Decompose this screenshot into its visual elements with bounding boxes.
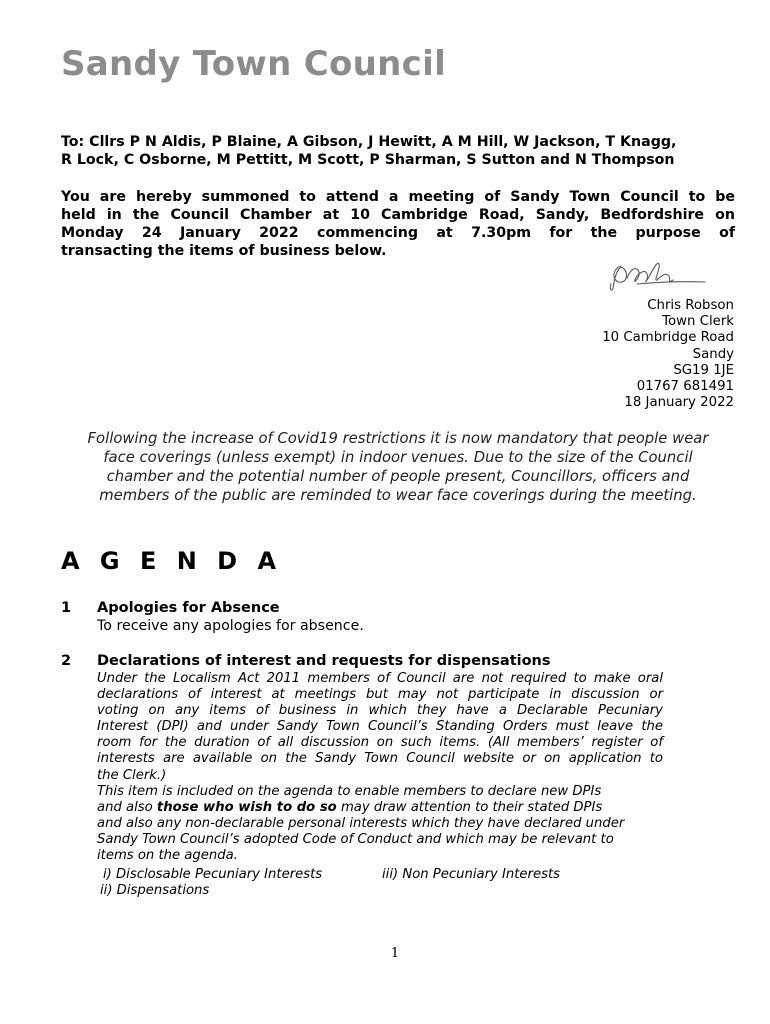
- interest-type-item: i) Disclosable Pecuniary Interests: [103, 867, 323, 882]
- sender-phone: 01767 681491: [636, 379, 734, 395]
- declarations-line: voting on any items of business in which they have a Declarable Pecuniary: [97, 703, 663, 719]
- council-title: Sandy Town Council: [61, 44, 447, 84]
- agenda-item-number: 1: [61, 600, 72, 616]
- notice-line: members of the public are reminded to wear face coverings during the meeting.: [99, 487, 697, 504]
- sender-role: Town Clerk: [662, 314, 734, 330]
- declarations-text: may draw attention to their stated DPIs: [336, 799, 603, 815]
- interest-type-item: iii) Non Pecuniary Interests: [382, 867, 560, 882]
- notice-line: face coverings (unless exempt) in indoor venues. Due to the size of the Council: [103, 449, 693, 466]
- declarations-line: the Clerk.): [97, 767, 167, 783]
- declarations-line-with-emphasis: [97, 800, 663, 816]
- summons-line: transacting the items of business below.: [61, 243, 387, 259]
- agenda-item-title: Apologies for Absence: [97, 600, 280, 616]
- meeting-summons: [61, 188, 735, 260]
- declarations-line: Interest (DPI) and under Sandy Town Council’s Standing Orders must leave the: [97, 719, 663, 735]
- recipients-line: R Lock, C Osborne, M Pettitt, M Scott, P Sharman, S Sutton and N Thompson: [61, 152, 675, 168]
- declarations-line: room for the duration of all discussion on such items. (All members’ register of: [97, 735, 663, 751]
- summons-line: Monday 24 January 2022 commencing at 7.30pm for the purpose of: [61, 225, 735, 241]
- sender-postcode: SG19 1JE: [673, 362, 734, 378]
- notice-line: chamber and the potential number of people present, Councillors, officers and: [106, 468, 690, 485]
- letter-date: 18 January 2022: [624, 395, 734, 411]
- declarations-text: and also: [97, 799, 157, 815]
- sender-name: Chris Robson: [647, 298, 734, 313]
- agenda-item-text: To receive any apologies for absence.: [97, 618, 364, 634]
- agenda-heading: A G E N D A: [61, 547, 283, 575]
- recipients-list: [61, 133, 735, 169]
- notice-line: Following the increase of Covid19 restrictions it is now mandatory that people wear: [87, 430, 709, 447]
- interest-type-item: ii) Dispensations: [100, 883, 210, 899]
- covid-notice: [61, 429, 735, 505]
- sender-address-block: [602, 298, 734, 411]
- page-number: 1: [390, 946, 400, 961]
- agenda-item-title: Declarations of interest and requests for dispensations: [97, 653, 551, 669]
- summons-line: You are hereby summoned to attend a meeting of Sandy Town Council to be: [61, 189, 735, 205]
- declarations-line: Sandy Town Council’s adopted Code of Conduct and which may be relevant to: [97, 831, 614, 847]
- agenda-item-number: 2: [61, 653, 72, 669]
- declarations-line: and also any non-declarable personal interests which they have declared under: [97, 815, 625, 831]
- declarations-line: This item is included on the agenda to enable members to declare new DPIs: [97, 783, 602, 799]
- clerk-signature-image: [607, 254, 711, 294]
- sender-town: Sandy: [692, 346, 734, 362]
- declarations-explanation: [97, 671, 663, 864]
- recipients-line: To: Cllrs P N Aldis, P Blaine, A Gibson, J Hewitt, A M Hill, W Jackson, T Knagg,: [61, 134, 677, 150]
- declarations-line: items on the agenda.: [97, 848, 238, 864]
- declarations-line: declarations of interest at meetings but may not participate in discussion or: [97, 687, 663, 703]
- summons-line: held in the Council Chamber at 10 Cambridge Road, Sandy, Bedfordshire on: [61, 207, 735, 223]
- declarations-line: interests are available on the Sandy Town Council website or on application to: [97, 751, 663, 767]
- declarations-line: Under the Localism Act 2011 members of Council are not required to make oral: [97, 671, 663, 686]
- sender-street: 10 Cambridge Road: [602, 330, 734, 346]
- emphasis-text: those who wish to do so: [156, 799, 337, 815]
